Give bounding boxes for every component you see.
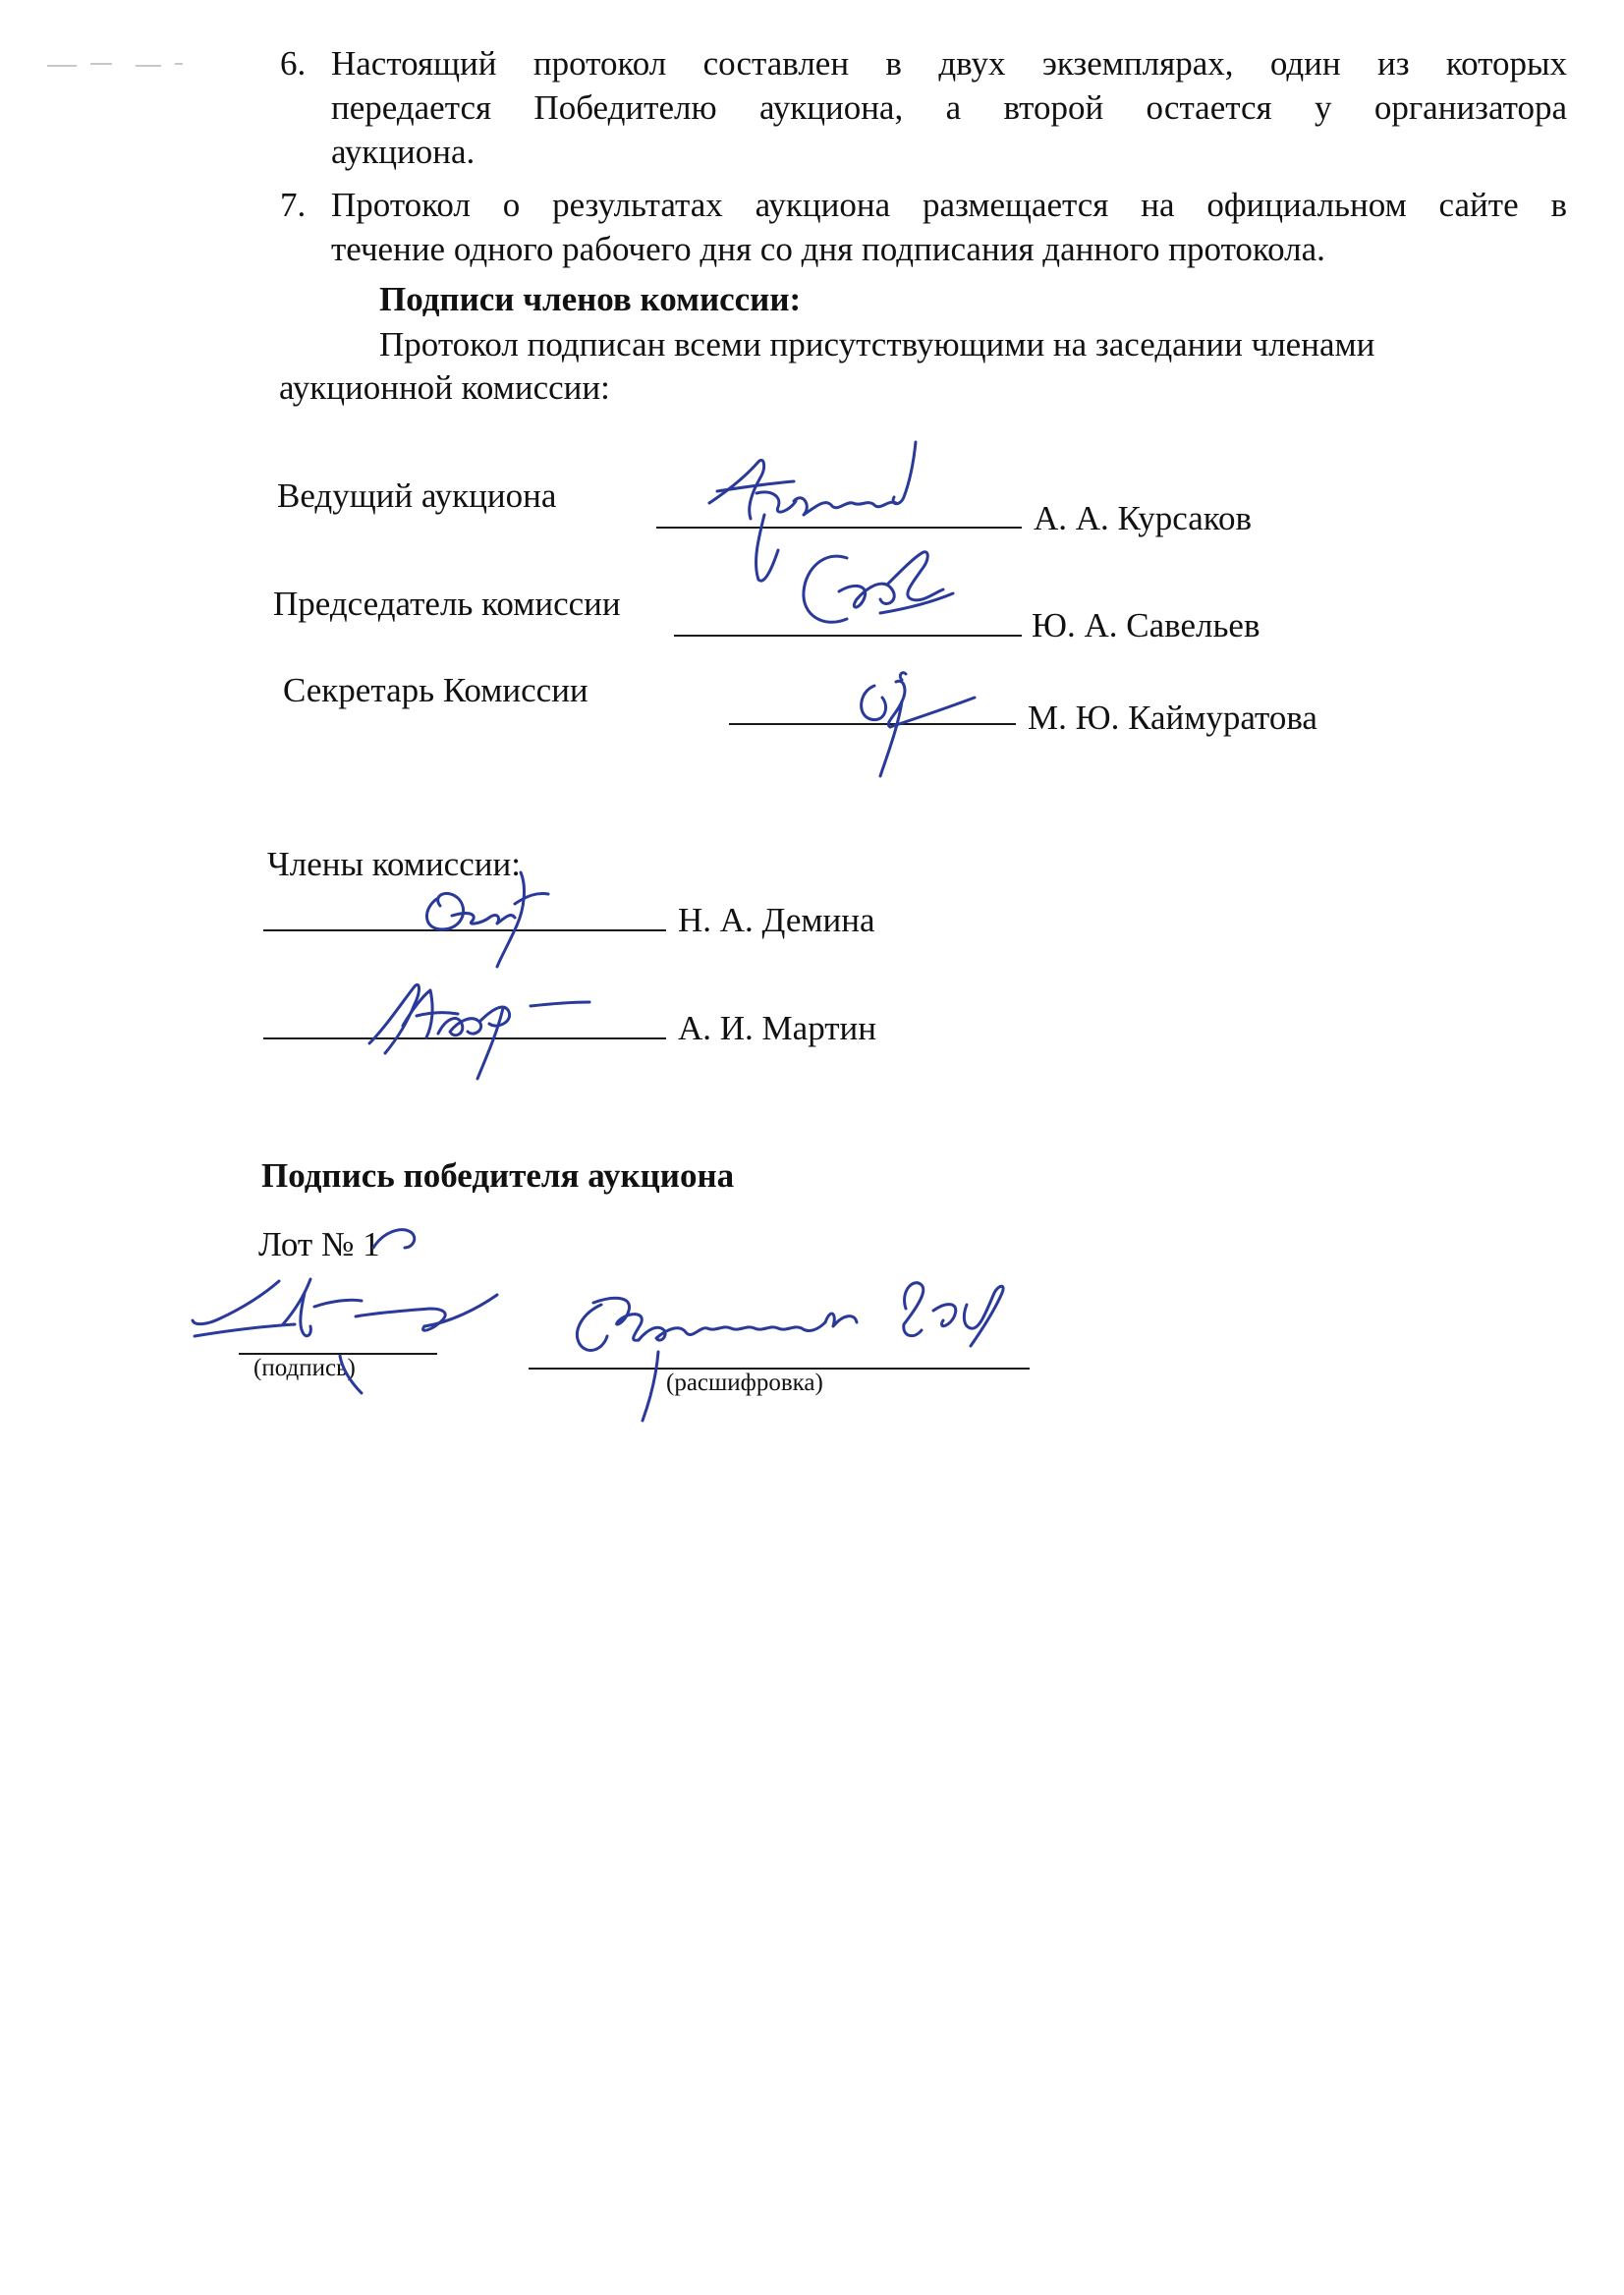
scan-speck — [47, 65, 77, 67]
list-item-line: течение одного рабочего дня со дня подписания данного протокола. — [331, 230, 1325, 268]
signature-caption: (подпись) — [253, 1355, 356, 1381]
member-name-martin: А. И. Мартин — [678, 1009, 877, 1047]
role-name-chairman: Ю. А. Савельев — [1032, 606, 1260, 644]
signed-by-line-1: Протокол подписан всеми присутствующими на заседании членами — [379, 325, 1375, 364]
scan-speck — [136, 65, 161, 67]
handwritten-name-decoding — [531, 1267, 1081, 1425]
list-item-number: 7. — [280, 186, 307, 224]
list-item-line: аукциона. — [331, 133, 476, 171]
list-item-number: 6. — [280, 44, 307, 83]
list-item-line: Настоящий протокол составлен в двух экземплярах, один из которых — [331, 44, 1567, 83]
handwritten-signature-savelyev — [786, 538, 963, 646]
decoding-caption: (расшифровка) — [666, 1370, 823, 1396]
handwritten-signature-demina — [413, 853, 570, 971]
signatures-heading: Подписи членов комиссии: — [379, 280, 802, 318]
list-item-line: Протокол о результатах аукциона размещается на официальном сайте в — [331, 186, 1567, 224]
handwritten-signature-winner — [185, 1265, 509, 1403]
list-item-line: передается Победителю аукциона, а второй остается у организатора — [331, 88, 1567, 127]
role-name-auction-host: А. А. Курсаков — [1034, 499, 1253, 537]
member-name-demina: Н. А. Демина — [678, 901, 875, 939]
role-title-chairman: Председатель комиссии — [273, 585, 621, 623]
scan-speck — [175, 63, 183, 65]
handwritten-signature-martin — [356, 969, 601, 1087]
handwritten-lot-mark — [369, 1222, 428, 1261]
lot-label: Лот № 1 — [258, 1225, 380, 1263]
role-title-secretary: Секретарь Комиссии — [283, 671, 588, 709]
members-label: Члены комиссии: — [267, 845, 521, 883]
role-title-auction-host: Ведущий аукциона — [277, 476, 557, 515]
scan-speck — [90, 63, 112, 65]
signed-by-line-2: аукционной комиссии: — [279, 368, 610, 407]
winner-heading: Подпись победителя аукциона — [261, 1156, 735, 1195]
role-name-secretary: М. Ю. Каймуратова — [1028, 699, 1317, 737]
handwritten-signature-kaimuratova — [845, 668, 1002, 786]
